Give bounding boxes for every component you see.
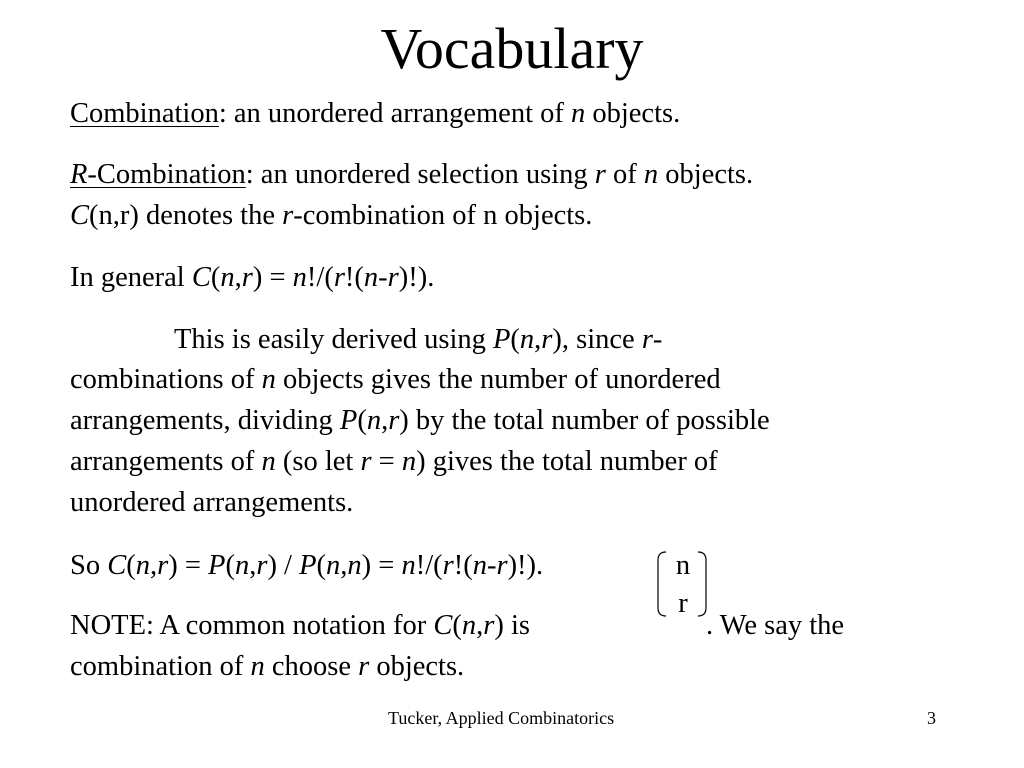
binomial-top: n	[675, 550, 691, 581]
so-formula: So C(n,r) = P(n,r) / P(n,n) = n!/(r!(n-r)!).	[70, 550, 544, 581]
definition-r-combination: R-Combination: an unordered selection using r of n objects.	[70, 159, 754, 190]
derivation-line-2: combinations of n objects gives the number of unordered	[70, 364, 721, 395]
term-combination: Combination	[70, 98, 219, 129]
slide-title: Vocabulary	[380, 16, 644, 81]
derivation-line-1: This is easily derived using P(n,r), since r-	[174, 324, 663, 355]
definition-combination: Combination: an unordered arrangement of n objects.	[70, 98, 681, 129]
derivation-line-5: unordered arrangements.	[70, 487, 354, 518]
notation-line: C(n,r) denotes the r-combination of n objects.	[70, 200, 593, 231]
footer-source: Tucker, Applied Combinatorics	[388, 708, 615, 728]
derivation-line-4: arrangements of n (so let r = n) gives the total number of	[70, 446, 718, 477]
note-line-end: . We say the	[706, 610, 845, 641]
slide-number: 3	[927, 708, 936, 728]
note-line-2: combination of n choose r objects.	[70, 651, 465, 682]
note-line-start: NOTE: A common notation for C(n,r) is	[70, 610, 530, 641]
binomial-bottom: r	[678, 588, 688, 619]
term-r-combination: R-Combination	[70, 159, 246, 190]
general-formula: In general C(n,r) = n!/(r!(n-r)!).	[70, 262, 435, 293]
derivation-line-3: arrangements, dividing P(n,r) by the total number of possible	[70, 405, 770, 436]
binomial-coefficient	[652, 548, 712, 620]
